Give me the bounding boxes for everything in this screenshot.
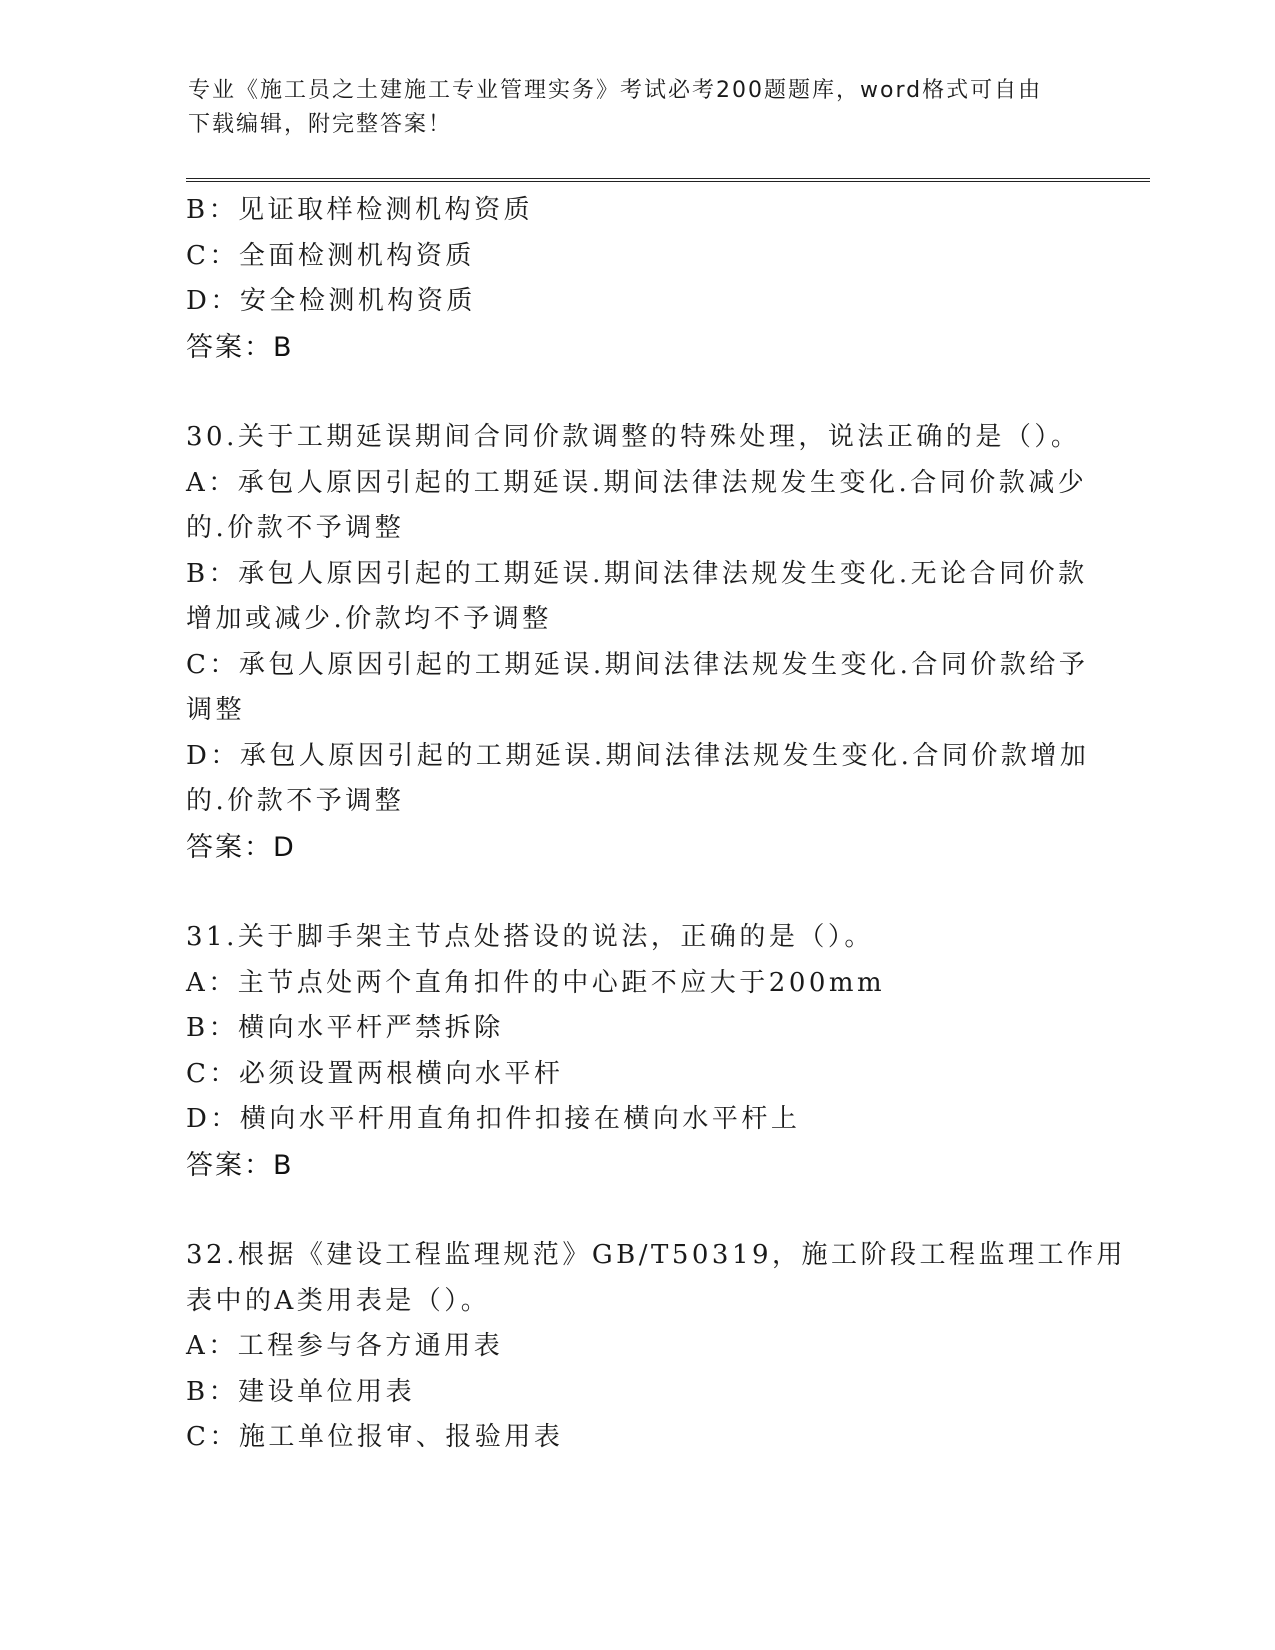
option-b: B：横向水平杆严禁拆除 bbox=[186, 1013, 504, 1043]
page-header bbox=[188, 74, 1088, 142]
spacer bbox=[186, 1188, 1086, 1233]
question-stem-continued: 表中的A类用表是（）。 bbox=[186, 1285, 491, 1316]
option-c: C：施工单位报审、报验用表 bbox=[186, 1422, 564, 1452]
question-content bbox=[186, 188, 1127, 1461]
option-a-continued: 的.价款不予调整 bbox=[186, 513, 405, 543]
header-line-1: 专业《施工员之土建施工专业管理实务》考试必考200题题库，word格式可自由 bbox=[188, 78, 1043, 103]
option-d: D：安全检测机构资质 bbox=[186, 286, 476, 316]
header-divider bbox=[186, 178, 1150, 182]
question-stem: 31.关于脚手架主节点处搭设的说法，正确的是（）。 bbox=[186, 922, 874, 952]
option-c-continued: 调整 bbox=[186, 695, 246, 725]
header-line-2: 下载编辑，附完整答案！ bbox=[188, 112, 453, 137]
spacer bbox=[186, 870, 1086, 915]
answer-line: 答案：B bbox=[186, 1149, 294, 1181]
option-b: B：见证取样检测机构资质 bbox=[186, 195, 534, 225]
answer-line: 答案：D bbox=[186, 831, 296, 863]
option-d: D：承包人原因引起的工期延误.期间法律法规发生变化.合同价款增加 bbox=[186, 740, 1090, 771]
answer-line: 答案：B bbox=[186, 331, 294, 363]
option-c: C：全面检测机构资质 bbox=[186, 240, 475, 271]
option-c: C：承包人原因引起的工期延误.期间法律法规发生变化.合同价款给予 bbox=[186, 649, 1089, 680]
question-block bbox=[186, 415, 1090, 870]
option-d-continued: 的.价款不予调整 bbox=[186, 786, 405, 816]
option-d: D：横向水平杆用直角扣件扣接在横向水平杆上 bbox=[186, 1104, 801, 1134]
option-a: A：主节点处两个直角扣件的中心距不应大于200mm bbox=[186, 967, 886, 998]
question-stem: 30.关于工期延误期间合同价款调整的特殊处理，说法正确的是（）。 bbox=[186, 422, 1081, 452]
option-a: A：承包人原因引起的工期延误.期间法律法规发生变化.合同价款减少 bbox=[186, 467, 1088, 498]
option-b: B：建设单位用表 bbox=[186, 1376, 416, 1407]
option-b: B：承包人原因引起的工期延误.期间法律法规发生变化.无论合同价款 bbox=[186, 558, 1088, 589]
question-block bbox=[186, 1233, 1127, 1461]
option-c: C：必须设置两根横向水平杆 bbox=[186, 1058, 564, 1089]
option-a: A：工程参与各方通用表 bbox=[186, 1331, 504, 1361]
question-block bbox=[186, 915, 1086, 1188]
option-b-continued: 增加或减少.价款均不予调整 bbox=[186, 604, 552, 634]
question-block bbox=[186, 188, 1086, 370]
question-stem: 32.根据《建设工程监理规范》GB/T50319，施工阶段工程监理工作用 bbox=[186, 1240, 1127, 1270]
spacer bbox=[186, 370, 1086, 415]
